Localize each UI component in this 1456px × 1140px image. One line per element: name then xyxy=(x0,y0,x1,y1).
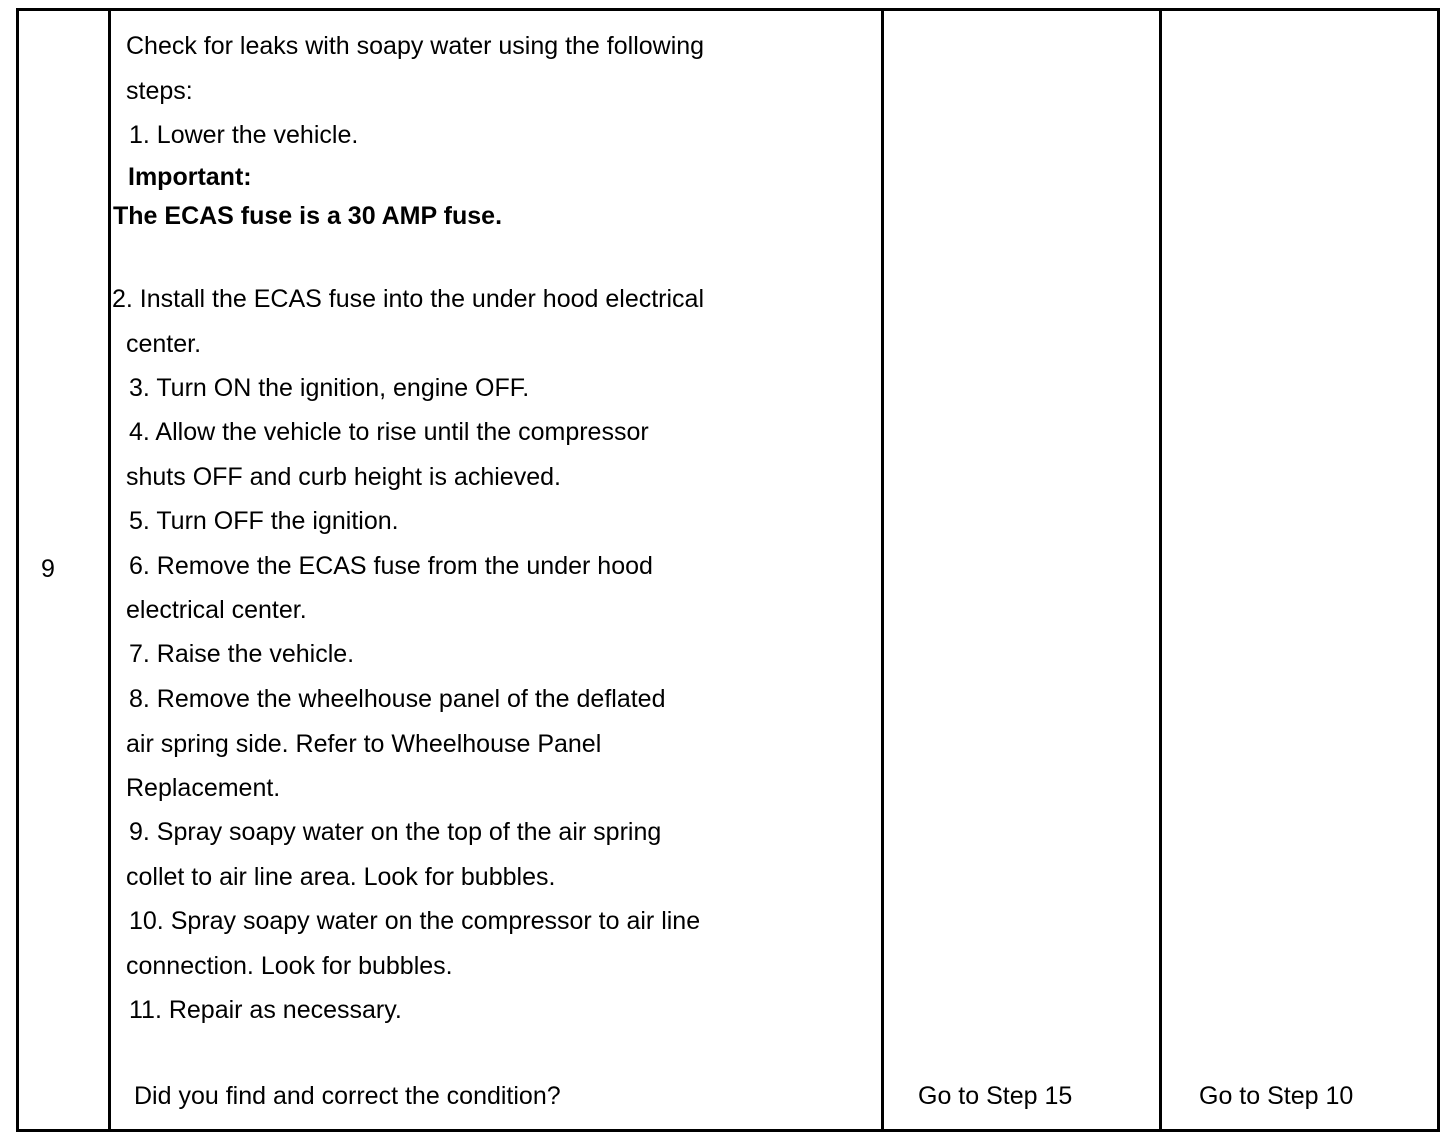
step-item-2-line-1: 2. Install the ECAS fuse into the under hood electrical xyxy=(112,285,705,313)
step-number: 9 xyxy=(41,555,55,583)
step-item-6-line-1: 6. Remove the ECAS fuse from the under hood xyxy=(129,552,653,580)
step-item-6-line-2: electrical center. xyxy=(126,596,307,624)
important-label: Important: xyxy=(128,163,252,191)
step-item-3: 3. Turn ON the ignition, engine OFF. xyxy=(129,374,530,402)
important-text: The ECAS fuse is a 30 AMP fuse. xyxy=(113,202,503,230)
intro-line-1: Check for leaks with soapy water using the following xyxy=(126,32,705,60)
intro-line-2: steps: xyxy=(126,77,193,105)
step-item-7: 7. Raise the vehicle. xyxy=(129,640,355,668)
step-item-8-line-2: air spring side. Refer to Wheelhouse Panel xyxy=(126,730,602,758)
column-divider-1 xyxy=(108,11,111,1129)
step-item-4-line-1: 4. Allow the vehicle to rise until the compressor xyxy=(129,418,649,446)
question-text: Did you find and correct the condition? xyxy=(134,1082,561,1110)
step-item-8-line-1: 8. Remove the wheelhouse panel of the deflated xyxy=(129,685,666,713)
step-item-10-line-2: connection. Look for bubbles. xyxy=(126,952,453,980)
step-item-5: 5. Turn OFF the ignition. xyxy=(129,507,399,535)
step-item-11: 11. Repair as necessary. xyxy=(129,996,402,1024)
yes-result: Go to Step 15 xyxy=(918,1082,1073,1110)
step-item-8-line-3: Replacement. xyxy=(126,774,281,802)
step-item-2-line-2: center. xyxy=(126,330,202,358)
step-item-1: 1. Lower the vehicle. xyxy=(129,121,359,149)
column-divider-3 xyxy=(1159,11,1162,1129)
no-result: Go to Step 10 xyxy=(1199,1082,1354,1110)
column-divider-2 xyxy=(881,11,884,1129)
step-item-4-line-2: shuts OFF and curb height is achieved. xyxy=(126,463,561,491)
step-item-9-line-1: 9. Spray soapy water on the top of the air spring xyxy=(129,818,662,846)
step-item-9-line-2: collet to air line area. Look for bubbles. xyxy=(126,863,556,891)
step-item-10-line-1: 10. Spray soapy water on the compressor to air line xyxy=(129,907,701,935)
